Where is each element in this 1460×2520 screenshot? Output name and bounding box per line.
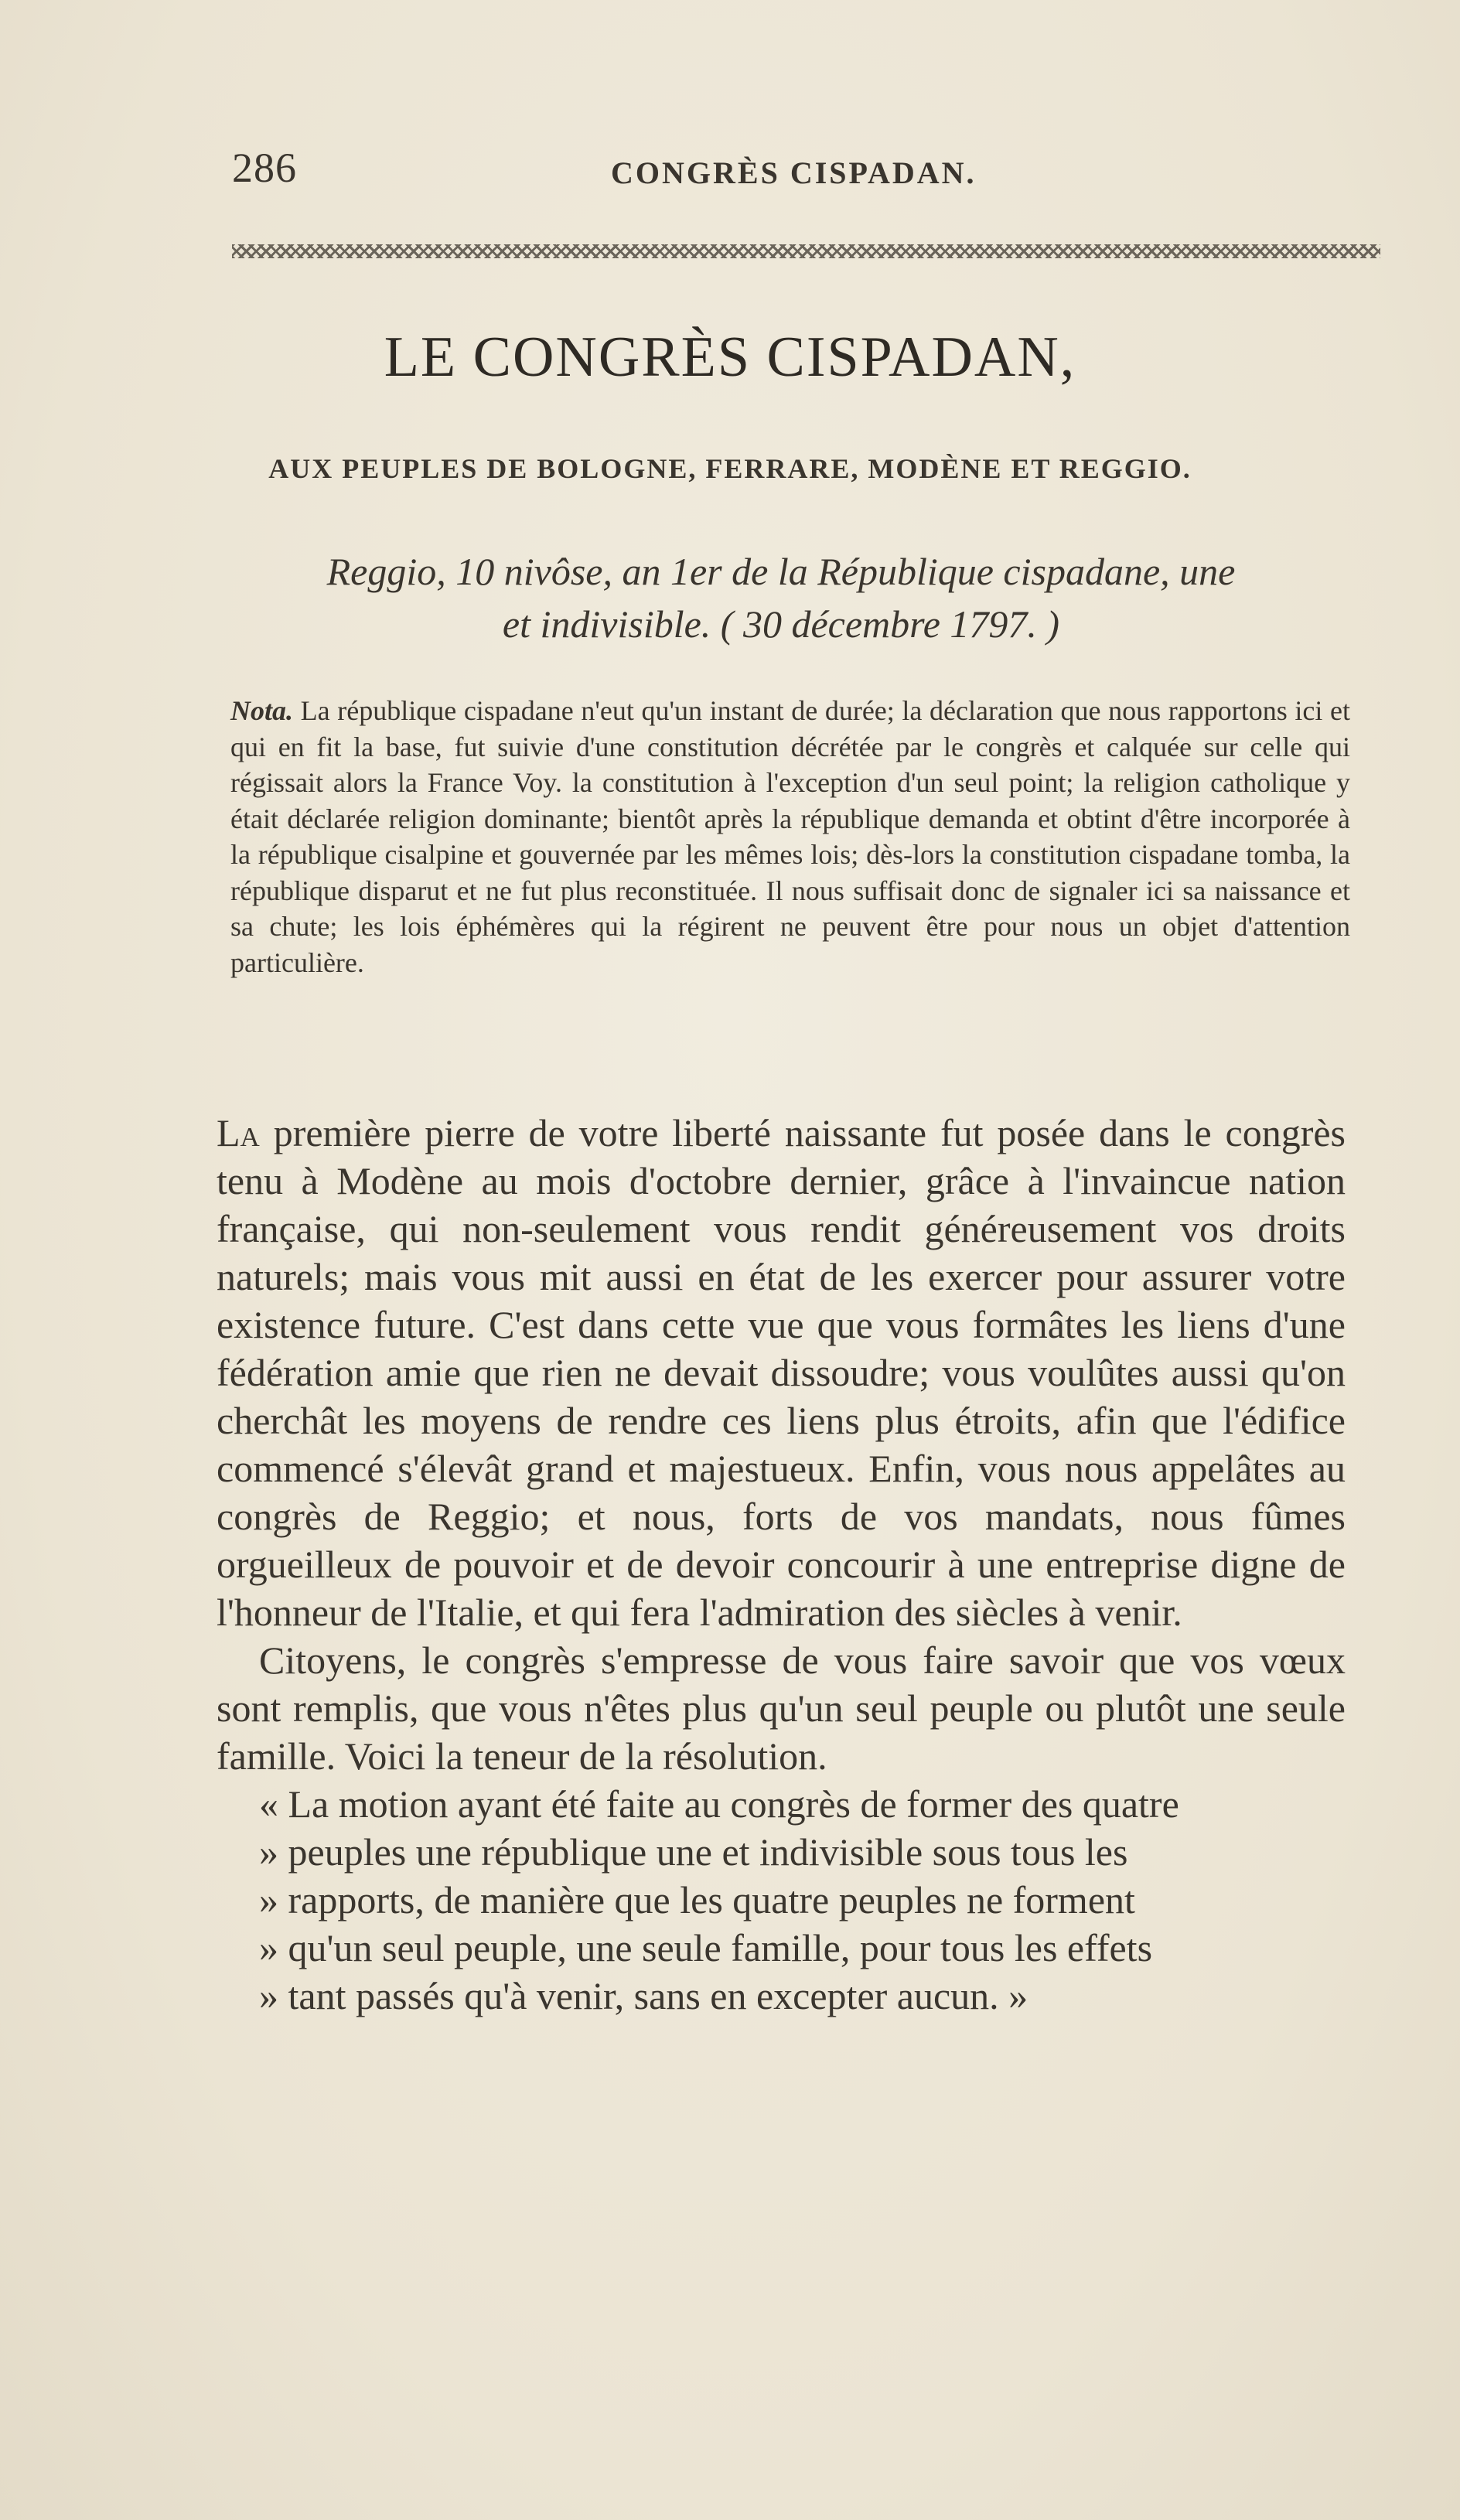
note-label: Nota.: [230, 695, 293, 726]
quote-line: » peuples une république une et indivisible sous tous les: [259, 1830, 1128, 1874]
note-text: La république cispadane n'eut qu'un instant de durée; la déclaration que nous rapportons ici et qui en fit la base, fut suivie d'une constitution décrétée par le congrès et calquée sur celle qui régissait alors la France Voy. la constitution à l'exception d'un seul point; la religion catholique y était déclarée religion dominante; bientôt après la république demanda et obtint d'être incorporée à la république cisalpine et gouvernée par les mêmes lois; dès-lors la constitution cispadane tomba, la république disparut et ne fut plus reconstituée. Il nous suffisait donc de signaler ici sa naissance et sa chute; les lois éphémères qui la régirent ne peuvent être pour nous un objet d'attention particulière.: [230, 695, 1351, 978]
document-title: LE CONGRÈS CISPADAN,: [384, 326, 1076, 389]
quote-line: » tant passés qu'à venir, sans en excepter aucun. »: [259, 1974, 1028, 2017]
page-number: 286: [232, 145, 297, 191]
running-head: [232, 144, 1222, 198]
quote-line: » qu'un seul peuple, une seule famille, pour tous les effets: [259, 1926, 1153, 1969]
paragraph-1: [217, 1109, 1346, 1636]
paragraph-1-text: première pierre de votre liberté naissante fut posée dans le congrès tenu à Modène au mois d'octobre dernier, grâce à l'invaincue nation française, qui non-seulement vous rendit généreusement vos droits naturels; mais vous mit aussi en état de les exercer pour assurer votre existence future. C'est dans cette vue que vous formâtes les liens d'une fédération amie que rien ne devait dissoudre; vous voulûtes aussi qu'on cherchât les moyens de rendre ces liens plus étroits, afin que l'édifice commencé s'élevât grand et majestueux. Enfin, vous nous appelâtes au congrès de Reggio; et nous, forts de vos mandats, nous fûmes orgueilleux de pouvoir et de devoir concourir à une entreprise digne de l'honneur de l'Italie, et qui fera l'admiration des siècles à venir.: [217, 1111, 1346, 1634]
dateline: [232, 545, 1330, 650]
ornamental-rule: [232, 244, 1380, 258]
quote-line: » rapports, de manière que les quatre peuples ne forment: [259, 1878, 1135, 1922]
running-title: CONGRÈS CISPADAN.: [611, 155, 977, 190]
paragraph-1-opening: La: [217, 1111, 260, 1154]
dateline-line-2: et indivisible. ( 30 décembre 1797. ): [502, 602, 1060, 646]
editorial-note: [230, 693, 1350, 980]
document-subtitle: AUX PEUPLES DE BOLOGNE, FERRARE, MODÈNE ET REGGIO.: [268, 453, 1192, 484]
dateline-line-1: Reggio, 10 nivôse, an 1er de la République cispadane, une: [326, 550, 1236, 593]
proclamation-body: [217, 1109, 1346, 2020]
paragraph-2: Citoyens, le congrès s'empresse de vous faire savoir que vos vœux sont remplis, que vous n'êtes plus qu'un seul peuple ou plutôt une seule famille. Voici la teneur de la résolution.: [217, 1639, 1346, 1778]
quote-line: « La motion ayant été faite au congrès de former des quatre: [259, 1782, 1179, 1826]
resolution-quote: [217, 1780, 1346, 2020]
